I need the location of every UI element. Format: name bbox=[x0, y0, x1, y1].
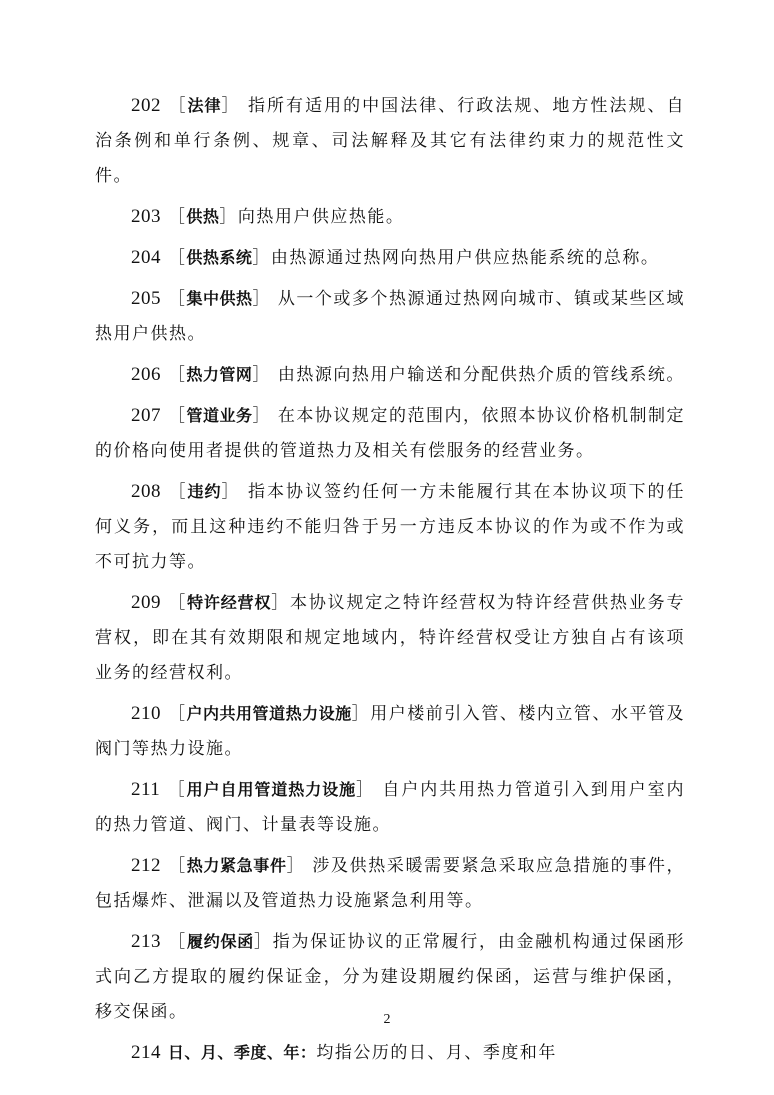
definition-text: 自户内共用热力管道引入到用户室内的热力管道、阀门、计量表等设施。 bbox=[95, 780, 686, 835]
clause-number: 208 bbox=[131, 481, 161, 502]
bracket-close: ］ bbox=[221, 482, 241, 502]
bracket-close: ］ bbox=[356, 780, 376, 800]
definition-text: 由热源通过热网向热用户供应热能系统的总称。 bbox=[270, 248, 660, 268]
bracket-close: ］ bbox=[286, 856, 306, 876]
definition-text: 从一个或多个热源通过热网向城市、镇或某些区域热用户供热。 bbox=[95, 289, 686, 344]
definition-item bbox=[95, 199, 685, 235]
bracket-open: ［ bbox=[168, 932, 187, 952]
definition-item bbox=[95, 848, 685, 919]
defined-term: 用户自用管道热力设施 bbox=[186, 780, 357, 799]
defined-term: 热力紧急事件 bbox=[186, 856, 287, 875]
bracket-open: ［ bbox=[167, 207, 187, 227]
definition-item bbox=[95, 281, 685, 352]
definition-item bbox=[95, 240, 685, 276]
bracket-close: ］ bbox=[252, 365, 271, 385]
bracket-close: ］ bbox=[351, 704, 371, 724]
bracket-open: ［ bbox=[167, 406, 187, 426]
definition-item bbox=[95, 1035, 685, 1071]
definition-item bbox=[95, 474, 685, 580]
defined-term: 管道业务 bbox=[186, 406, 253, 425]
definition-text: 指为保证协议的正常履行，由金融机构通过保函形式向乙方提取的履约保证金，分为建设期履约保函，运营与维护保函，移交保函。 bbox=[95, 932, 686, 1022]
definition-item bbox=[95, 88, 685, 194]
bracket-open: ［ bbox=[167, 248, 187, 268]
definition-text: 均指公历的日、月、季度和年 bbox=[316, 1043, 557, 1063]
bracket-open: ［ bbox=[168, 482, 188, 502]
defined-term: 日、月、季度、年： bbox=[167, 1043, 317, 1062]
bracket-open: ［ bbox=[167, 780, 187, 800]
definition-text: 在本协议规定的范围内，依照本协议价格机制制定的价格向使用者提供的管道热力及相关有偿服务的经营业务。 bbox=[95, 406, 686, 461]
definition-text: 用户楼前引入管、楼内立管、水平管及阀门等热力设施。 bbox=[95, 704, 686, 759]
clause-number: 203 bbox=[131, 206, 161, 227]
definition-text: 本协议规定之特许经营权为特许经营供热业务专营权，即在其有效期限和规定地域内，特许经营权受让方独自占有该项业务的经营权利。 bbox=[95, 593, 685, 683]
bracket-close: ］ bbox=[252, 289, 271, 309]
bracket-open: ［ bbox=[167, 289, 187, 309]
clause-number: 205 bbox=[131, 288, 161, 309]
clause-number: 214 bbox=[131, 1042, 161, 1063]
definition-text: 涉及供热采暖需要紧急采取应急措施的事件，包括爆炸、泄漏以及管道热力设施紧急利用等。 bbox=[95, 856, 686, 911]
defined-term: 热力管网 bbox=[186, 365, 253, 384]
definition-text: 由热源向热用户输送和分配供热介质的管线系统。 bbox=[277, 365, 685, 385]
bracket-close: ］ bbox=[271, 593, 291, 613]
bracket-close: ］ bbox=[252, 406, 271, 426]
defined-term: 特许经营权 bbox=[187, 593, 272, 612]
defined-term: 法律 bbox=[187, 96, 222, 115]
bracket-close: ］ bbox=[253, 932, 273, 952]
definition-text: 指所有适用的中国法律、行政法规、地方性法规、自治条例和单行条例、规章、司法解释及其它有法律约束力的规范性文件。 bbox=[95, 96, 686, 186]
clause-number: 210 bbox=[131, 703, 161, 724]
defined-term: 集中供热 bbox=[186, 289, 253, 308]
clause-number: 212 bbox=[131, 855, 161, 876]
definition-text: 指本协议签约任何一方未能履行其在本协议项下的任何义务，而且这种违约不能归咎于另一方违反本协议的作为或不作为或不可抗力等。 bbox=[95, 482, 686, 572]
defined-term: 履约保函 bbox=[186, 932, 254, 951]
bracket-open: ［ bbox=[168, 856, 187, 876]
page-number: 2 bbox=[383, 1012, 391, 1027]
definition-item bbox=[95, 398, 685, 469]
clause-number: 204 bbox=[131, 247, 161, 268]
definition-item bbox=[95, 357, 685, 393]
bracket-close: ］ bbox=[221, 96, 241, 116]
definitions-list bbox=[95, 88, 685, 1076]
clause-number: 206 bbox=[131, 364, 161, 385]
bracket-open: ［ bbox=[167, 704, 187, 724]
clause-number: 207 bbox=[131, 405, 161, 426]
defined-term: 供热系统 bbox=[186, 248, 253, 267]
clause-number: 209 bbox=[131, 592, 161, 613]
clause-number: 213 bbox=[131, 931, 161, 952]
clause-number: 211 bbox=[131, 779, 161, 800]
bracket-close: ］ bbox=[219, 207, 238, 227]
clause-number: 202 bbox=[131, 95, 161, 116]
bracket-open: ［ bbox=[167, 365, 187, 385]
defined-term: 户内共用管道热力设施 bbox=[186, 704, 352, 723]
definition-item bbox=[95, 585, 685, 691]
definition-text: 向热用户供应热能。 bbox=[237, 207, 405, 227]
definition-item bbox=[95, 696, 685, 767]
definition-item bbox=[95, 772, 685, 843]
bracket-open: ［ bbox=[168, 593, 188, 613]
defined-term: 供热 bbox=[186, 207, 220, 226]
bracket-close: ］ bbox=[252, 248, 271, 268]
bracket-open: ［ bbox=[168, 96, 188, 116]
defined-term: 违约 bbox=[187, 482, 222, 501]
